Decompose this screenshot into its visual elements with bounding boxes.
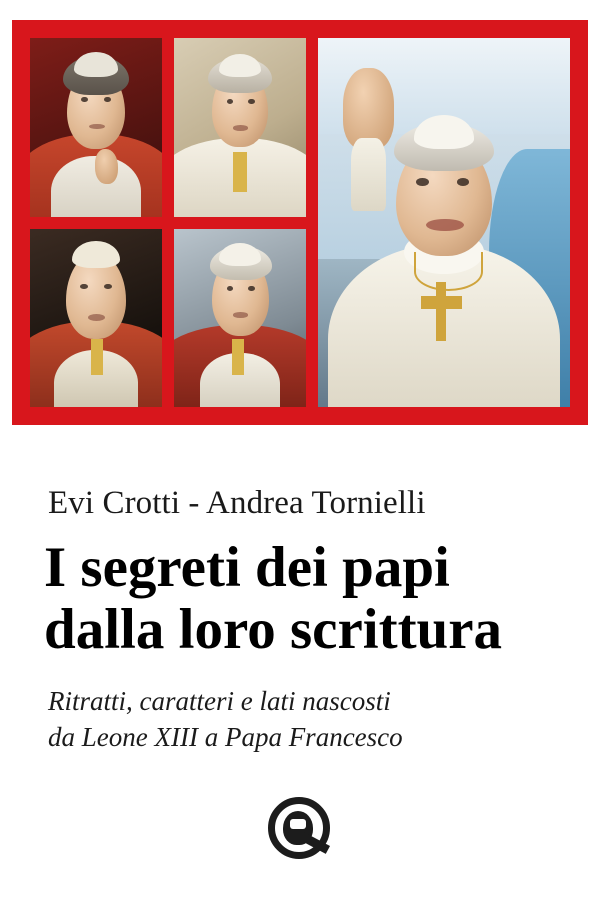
book-subtitle [48,683,548,756]
subtitle-line-2: da Leone XIII a Papa Francesco [48,722,403,753]
photo-pope-john-paul-i [30,38,162,217]
hand-jpi [95,149,119,185]
pectoral-cross-jxxiii [91,339,103,375]
eye-right-jpi [104,97,111,102]
photo-pope-francis [318,38,570,407]
book-title [44,537,564,660]
eye-right-jpii [248,286,255,291]
waving-hand-francis [343,68,393,149]
photo-pope-john-paul-ii [174,229,306,408]
cover-text-area [0,425,600,900]
pectoral-cross-bxvi [233,152,246,191]
mouth-jpii [233,312,248,317]
eye-right-jxxiii [104,284,112,289]
logo-notch [290,819,306,829]
eye-right-bxvi [248,99,255,104]
portrait-row-bottom [30,229,306,408]
mouth-bxvi [233,125,248,130]
authors-line: Evi Crotti - Andrea Tornielli [48,485,426,521]
publisher-logo-icon [264,795,336,867]
photo-pope-john-xxiii [30,229,162,408]
pectoral-cross-jpii [232,339,244,375]
portrait-row-top [30,38,306,217]
mouth-jpi [89,124,105,129]
cross-chain-francis [414,252,484,291]
portrait-grid [30,38,570,407]
photo-pope-benedict-xvi [174,38,306,217]
title-line-1: I segreti dei papi [44,536,450,599]
cover-photo-block [12,20,588,425]
title-line-2: dalla loro scrittura [44,597,503,661]
pectoral-cross-bar-francis [421,296,461,309]
portrait-left-column [30,38,306,407]
subtitle-line-1: Ritratti, caratteri e lati nascosti [48,686,391,716]
sleeve-francis [351,138,386,212]
